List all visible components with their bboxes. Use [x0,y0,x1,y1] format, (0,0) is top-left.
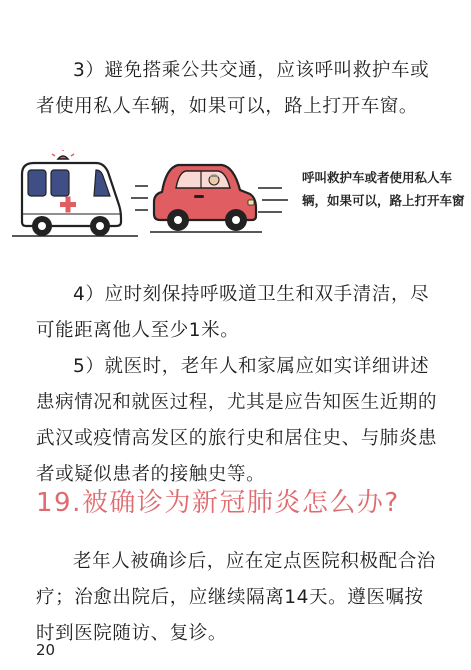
private-car-icon [150,165,262,232]
section-heading: 19.被确诊为新冠肺炎怎么办? [36,488,400,518]
paragraph-hygiene: 4）应时刻保持呼吸道卫生和双手清洁，尽可能距离他人至少1米。 [36,284,430,341]
illustration-caption: 呼叫救护车或者使用私人车辆，如果可以，路上打开车窗 [302,170,465,208]
paragraph-avoid-public-transport: 3）避免搭乘公共交通，应该呼叫救护车或者使用私人车辆，如果可以，路上打开车窗。 [36,60,430,117]
paragraph-after-diagnosis: 老年人被确诊后，应在定点医院积极配合治疗；治愈出院后，应继续隔离14天。遵医嘱按时到医院随访、复诊。 [36,551,436,644]
ambulance-icon [12,150,138,236]
paragraph-medical-history: 5）就医时，老年人和家属应如实详细讲述患病情况和就医过程，尤其是应告知医生近期的武汉或疫情高发区的旅行史和居住史、与肺炎患者或疑似患者的接触史等。 [36,356,438,485]
page-number: 20 [36,641,56,659]
